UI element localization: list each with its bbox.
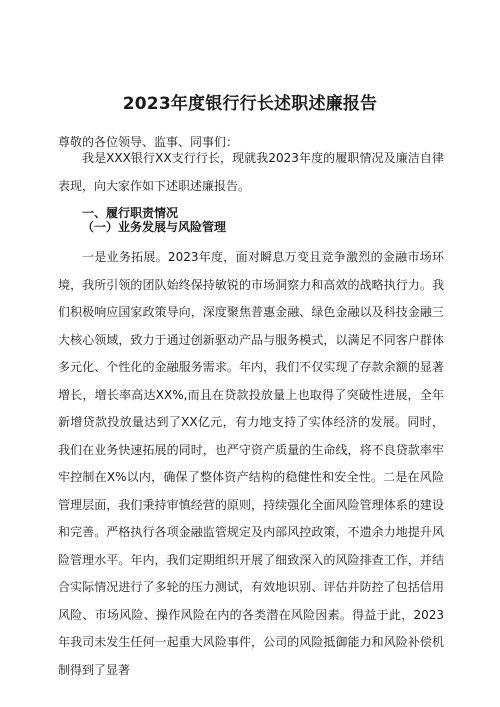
section-heading-duties: 一、履行职责情况 [82,206,179,220]
subsection-heading-business-risk: （一）业务发展与风险管理 [82,220,227,234]
report-title: 2023年度银行行长述职述廉报告 [122,94,378,114]
intro-paragraph: 我是XXX银行XX支行行长，现就我2023年度的履职情况及廉洁自律表现，向大家作如下述职述廉报告。 [58,151,444,193]
body-paragraph: 一是业务拓展。2023年度，面对瞬息万变且竞争激烈的金融市场环境，我所引领的团队始终保持敏锐的市场洞察力和高效的战略执行力。我们积极响应国家政策导向，深度聚焦普惠金融、绿色金融以及科技金融三大核心领域，致力于通过创新驱动产品与服务模式，以满足不同客户群体多元化、个性化的金融服务需求。年内，我们不仅实现了存款余额的显著增长，增长率高达XX%,而且在贷款投放量上也取得了突破性进展，全年新增贷款投放量达到了XX亿元，有力地支持了实体经济的发展。同时，我们在业务快速拓展的同时，也严守资产质量的生命线，将不良贷款率牢牢控制在X%以内，确保了整体资产结构的稳健性和安全性。二是在风险管理层面，我们秉持审慎经营的原则，持续强化全面风险管理体系的建设和完善。严格执行各项金融监管规定及内部风控政策，不遗余力地提升风险管理水平。年内，我们定期组织开展了细致深入的风险排查工作，并结合实际情况进行了多轮的压力测试，有效地识别、评估并防控了包括信用风险、市场风险、操作风险在内的各类潜在风险因素。得益于此，2023年我司未发生任何一起重大风险事件，公司的风险抵御能力和风险补偿机制得到了显著 [58,250,444,677]
salutation: 尊敬的各位领导、监事、同事们： [58,135,239,149]
